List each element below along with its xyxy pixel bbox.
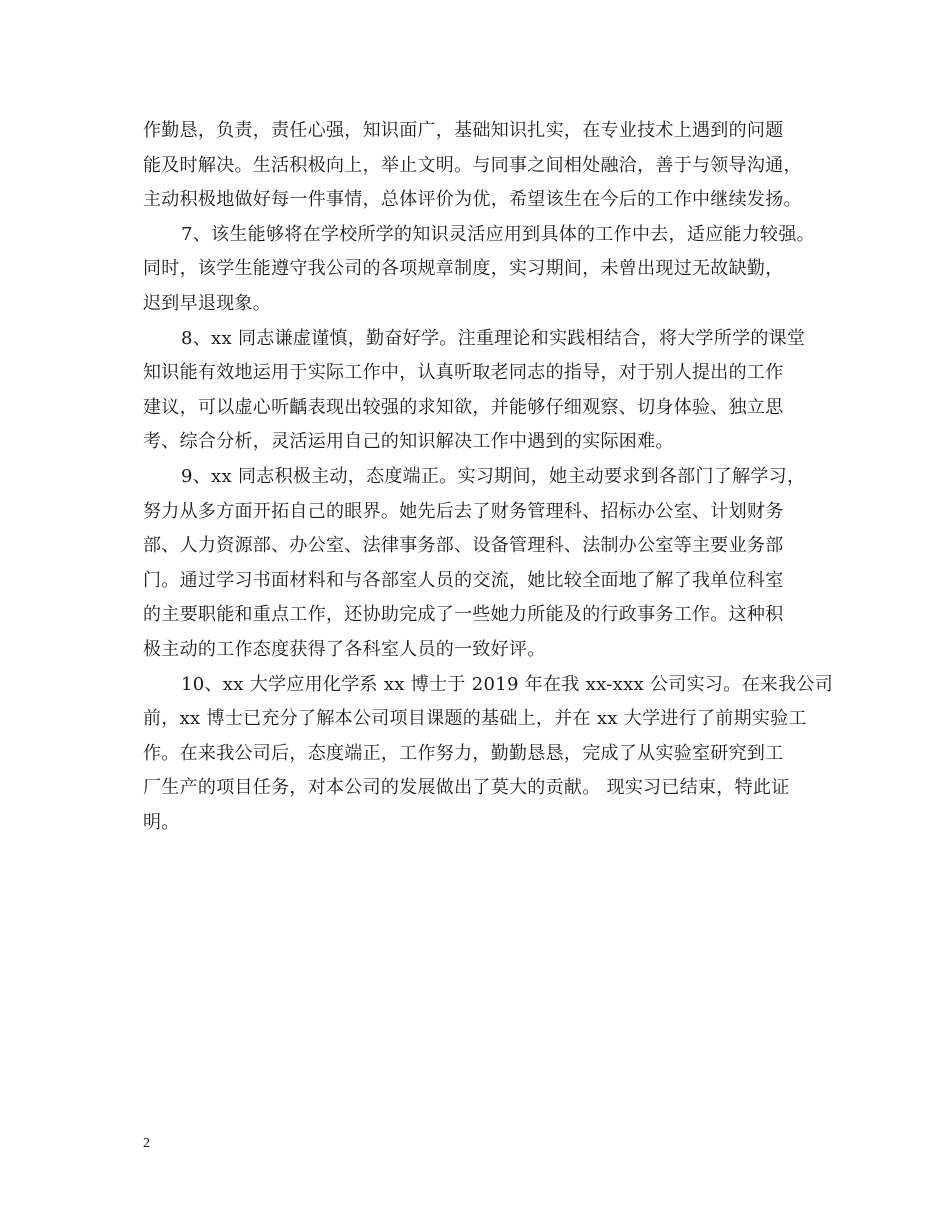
text-line: 努力从多方面开拓自己的眼界。她先后去了财务管理科、招标办公室、计划财务 <box>143 500 784 522</box>
text-line: 前，xx 博士已充分了解本公司项目课题的基础上，并在 xx 大学进行了前期实验工 <box>143 708 807 730</box>
text-line: 厂生产的项目任务，对本公司的发展做出了莫大的贡献。 现实习已结束，特此证 <box>143 777 790 799</box>
paragraph-item-7 <box>143 218 823 322</box>
text-line: 部、人力资源部、办公室、法律事务部、设备管理科、法制办公室等主要业务部 <box>143 535 784 557</box>
text-line: 明。 <box>143 811 180 833</box>
text-line: 作。在来我公司后，态度端正，工作努力，勤勤恳恳，完成了从实验室研究到工 <box>143 742 784 764</box>
text-line: 的主要职能和重点工作，还协助完成了一些她力所能及的行政事务工作。这种积 <box>143 604 784 626</box>
text-line: 迟到早退现象。 <box>143 292 272 314</box>
paragraph-continued <box>143 114 823 218</box>
paragraph-item-10 <box>143 668 833 841</box>
text-line: 建议，可以虚心听齲表现出较强的求知欲，并能够仔细观察、切身体验、独立思 <box>143 396 784 418</box>
paragraph-item-8 <box>143 322 823 460</box>
text-line: 考、综合分析，灵活运用自己的知识解决工作中遇到的实际困难。 <box>143 431 674 453</box>
text-line: 知识能有效地运用于实际工作中，认真听取老同志的指导，对于别人提出的工作 <box>143 362 784 384</box>
page-number: 2 <box>143 1136 150 1151</box>
text-line: 同时，该学生能遵守我公司的各项规章制度，实习期间，未曾出现过无故缺勤， <box>143 258 784 280</box>
document-body <box>143 114 833 840</box>
text-line: 8、xx 同志谦虚谨慎，勤奋好学。注重理论和实践相结合，将大学所学的课堂 <box>181 327 806 349</box>
text-line: 极主动的工作态度获得了各科室人员的一致好评。 <box>143 638 546 660</box>
text-line: 门。通过学习书面材料和与各部室人员的交流，她比较全面地了解了我单位科室 <box>143 569 784 591</box>
text-line: 7、该生能够将在学校所学的知识灵活应用到具体的工作中去，适应能力较强。 <box>181 223 815 245</box>
text-line: 9、xx 同志积极主动，态度端正。实习期间，她主动要求到各部门了解学习， <box>181 465 806 487</box>
paragraph-item-9 <box>143 460 823 668</box>
text-line: 10、xx 大学应用化学系 xx 博士于 2019 年在我 xx-xxx 公司实习。在来我公司 <box>181 673 833 695</box>
text-line: 主动积极地做好每一件事情，总体评价为优，希望该生在今后的工作中继续发扬。 <box>143 189 802 211</box>
text-line: 能及时解决。生活积极向上，举止文明。与同事之间相处融洽，善于与领导沟通， <box>143 154 802 176</box>
text-line: 作勤恳，负责，责任心强，知识面广，基础知识扎实，在专业技术上遇到的问题 <box>143 120 784 141</box>
